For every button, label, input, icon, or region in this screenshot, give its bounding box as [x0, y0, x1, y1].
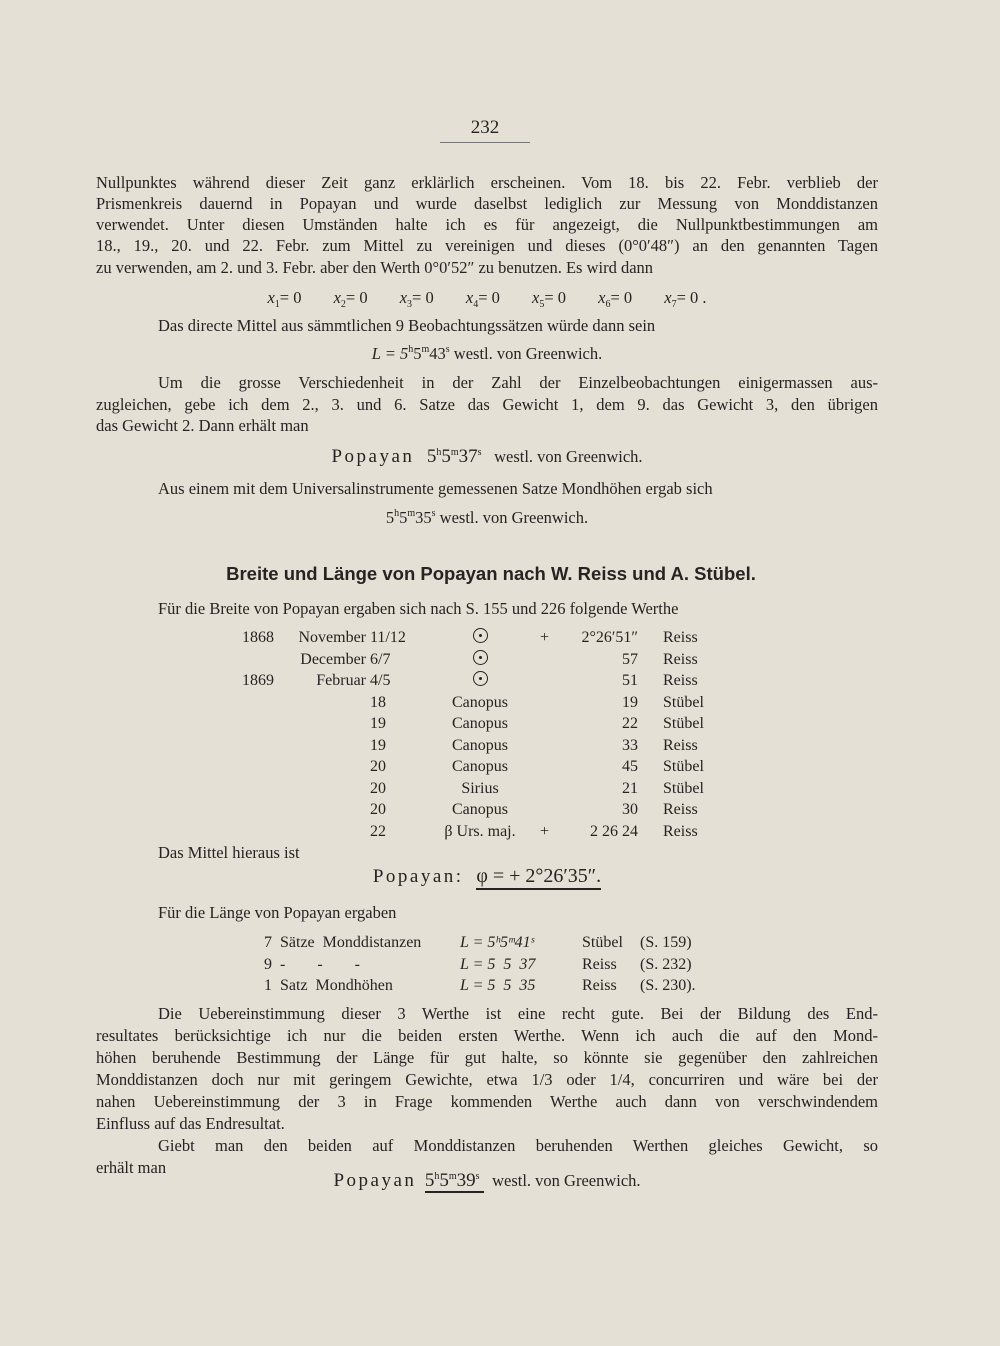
result-popayan-weighted: Popayan 5$^h$5$^m$37$^s$ westl. von Greenwich.	[331, 446, 643, 467]
reference-cell: (S. 230).	[640, 977, 696, 994]
longitude-formula: $L = 5^h5^m43^s$ westl. von Greenwich.	[371, 344, 603, 363]
equation: $x_1= 0$	[267, 288, 302, 310]
observer-cell: Stübel	[663, 779, 704, 797]
breite-intro: Für die Breite von Popayan ergaben sich nach S. 155 und 226 folgende Werthe	[158, 599, 679, 618]
direct-mean-line: Das directe Mittel aus sämmtlichen 9 Beobachtungssätzen würde dann sein	[158, 316, 656, 335]
equation: $x_6= 0$	[598, 288, 633, 310]
table-row	[260, 975, 720, 997]
count-cell: 7	[264, 934, 272, 951]
sun-symbol-icon	[473, 671, 488, 686]
object-cell: Canopus	[452, 758, 508, 775]
sign-cell: +	[540, 629, 550, 646]
observer-cell: Stübel	[663, 693, 704, 711]
value-cell: 51	[622, 672, 638, 689]
page-number: 232	[440, 117, 530, 143]
sun-symbol-icon	[473, 650, 488, 665]
observer-cell: Reiss	[663, 629, 698, 646]
laenge-intro: Für die Länge von Popayan ergaben	[158, 903, 397, 922]
observer-cell: Reiss	[582, 955, 617, 973]
table-row	[230, 799, 730, 821]
equation: $x_7= 0$ .	[664, 288, 707, 310]
object-cell: β Urs. maj.	[444, 822, 516, 840]
paragraph-line: Giebt man den beiden auf Monddistanzen beruhenden Werthen gleiches Gewicht, so	[158, 1136, 878, 1155]
value-cell: 30	[622, 801, 638, 818]
paragraph-line: Einfluss auf das Endresultat.	[96, 1114, 285, 1133]
paragraph-line: das Gewicht 2. Dann erhält man	[96, 416, 309, 435]
sign-cell: +	[540, 822, 550, 840]
paragraph-line: Um die grosse Verschiedenheit in der Zahl der Einzelbeobachtungen einigermassen aus-	[158, 373, 878, 392]
reference-cell: (S. 232)	[640, 955, 692, 973]
table-row	[230, 713, 730, 735]
observer-cell: Stübel	[663, 758, 704, 775]
object-cell: Sirius	[461, 779, 499, 797]
observer-cell: Reiss	[663, 801, 698, 818]
object-cell: Canopus	[452, 715, 508, 732]
paragraph-line: Die Uebereinstimmung dieser 3 Werthe ist eine recht gute. Bei der Bildung des End-	[158, 1004, 878, 1023]
table-row	[230, 627, 730, 649]
day-cell: 20	[370, 779, 386, 797]
value-cell: 2°26′51″	[581, 629, 638, 646]
paragraph-line: zugleichen, gebe ich dem 2., 3. und 6. Satze das Gewicht 1, dem 9. das Gewicht 3, den übrigen	[96, 395, 878, 414]
final-result: Popayan 5$^h$5$^m$39$^s$ westl. von Greenwich.	[333, 1170, 641, 1191]
equation: $x_2= 0$	[333, 288, 368, 310]
value-cell: 45	[622, 758, 638, 775]
table-row	[230, 821, 730, 843]
paragraph-line: erhält man	[96, 1158, 167, 1177]
table-row	[230, 778, 730, 800]
observer-cell: Reiss	[663, 672, 698, 689]
object-cell: Canopus	[452, 736, 508, 754]
year-cell: 1869	[242, 672, 274, 689]
day-cell: 20	[370, 758, 386, 775]
table-row	[260, 932, 720, 954]
count-cell: 1	[264, 977, 272, 994]
longitude-table	[260, 932, 720, 997]
month-cell: December	[300, 650, 366, 668]
method-cell: Sätze Monddistanzen	[280, 934, 422, 951]
universal-instrument-line: Aus einem mit dem Universalinstrumente gemessenen Satze Mondhöhen ergab sich	[158, 479, 713, 498]
object-cell	[435, 649, 525, 671]
mean-line: Das Mittel hieraus ist	[158, 843, 300, 862]
count-cell: 9	[264, 955, 272, 973]
year-cell: 1868	[242, 629, 274, 646]
day-cell: 19	[370, 736, 386, 754]
month-cell: Februar	[316, 672, 366, 689]
day-cell: 11/12	[370, 629, 406, 646]
day-cell: 4/5	[370, 672, 391, 689]
method-cell: Satz Mondhöhen	[280, 977, 393, 994]
value-cell: 21	[622, 779, 638, 797]
method-cell: - - -	[280, 955, 360, 973]
table-row	[230, 756, 730, 778]
value-cell: 22	[622, 715, 638, 732]
paragraph-line: höhen beruhende Bestimmung der Länge für gut halte, so könnte sie gegenüber den zahlreichen	[96, 1048, 878, 1067]
day-cell: 19	[370, 715, 386, 732]
sun-symbol-icon	[473, 628, 488, 643]
value-cell: 57	[622, 650, 638, 668]
table-row	[230, 649, 730, 671]
reference-cell: (S. 159)	[640, 934, 692, 951]
month-cell: November	[298, 629, 366, 646]
result-mondhoehen: 5$^h$5$^m$35$^s$ westl. von Greenwich.	[385, 508, 589, 527]
observer-cell: Stübel	[582, 934, 623, 951]
table-row	[230, 735, 730, 757]
latitude-table	[230, 627, 730, 842]
formula-cell: L = 5 5 35	[460, 977, 536, 994]
paragraph-line: Monddistanzen doch nur mit geringem Gewichte, etwa 1/3 oder 1/4, concurriren und wäre bei der	[96, 1070, 878, 1089]
day-cell: 20	[370, 801, 386, 818]
formula-cell: L = 5 5 37	[460, 955, 536, 973]
observer-cell: Reiss	[582, 977, 617, 994]
table-row	[230, 670, 730, 692]
section-title: Breite und Länge von Popayan nach W. Reiss und A. Stübel.	[226, 563, 756, 584]
paragraph-line: verwendet. Unter diesen Umständen halte ich es für angezeigt, die Nullpunktbestimmungen am	[96, 215, 878, 234]
equation: $x_5= 0$	[532, 288, 567, 310]
table-row	[230, 692, 730, 714]
paragraph-line: resultates berücksichtige ich nur die beiden ersten Werthe. Wenn ich auch die auf den Mond-	[96, 1026, 878, 1045]
paragraph-line: zu verwenden, am 2. und 3. Febr. aber den Werth 0°0′52″ zu benutzen. Es wird dann	[96, 258, 654, 277]
value-cell: 33	[622, 736, 638, 754]
paragraph-line: Prismenkreis dauernd in Popayan und wurde daselbst lediglich zur Messung von Monddistanzen	[96, 194, 878, 213]
object-cell: Canopus	[452, 801, 508, 818]
observer-cell: Stübel	[663, 715, 704, 732]
value-cell: 2 26 24	[590, 822, 638, 840]
paragraph-line: 18., 19., 20. und 22. Febr. zum Mittel zu vereinigen und dieses (0°0′48″) an den genannten Tagen	[96, 236, 878, 255]
observer-cell: Reiss	[663, 736, 698, 754]
equation: $x_4= 0$	[465, 288, 500, 310]
day-cell: 18	[370, 693, 386, 711]
paragraph-line: Nullpunktes während dieser Zeit ganz erklärlich erscheinen. Vom 18. bis 22. Febr. verblieb der	[96, 173, 878, 192]
value-cell: 19	[622, 693, 638, 711]
object-cell: Canopus	[452, 693, 508, 711]
latitude-result: Popayan: φ = + 2°26′35″.	[96, 866, 878, 887]
object-cell	[435, 627, 525, 649]
object-cell	[435, 670, 525, 692]
table-row	[260, 954, 720, 976]
formula-cell: L = 5ʰ5ᵐ41ˢ	[460, 934, 534, 951]
day-cell: 22	[370, 822, 386, 840]
day-cell: 6/7	[370, 650, 391, 668]
observer-cell: Reiss	[663, 650, 698, 668]
equation: $x_3= 0$	[399, 288, 434, 310]
zero-point-equations	[96, 287, 878, 308]
observer-cell: Reiss	[663, 822, 698, 840]
paragraph-line: nahen Uebereinstimmung der 3 in Frage kommenden Werthe auch dann von verschwindendem	[96, 1092, 878, 1111]
